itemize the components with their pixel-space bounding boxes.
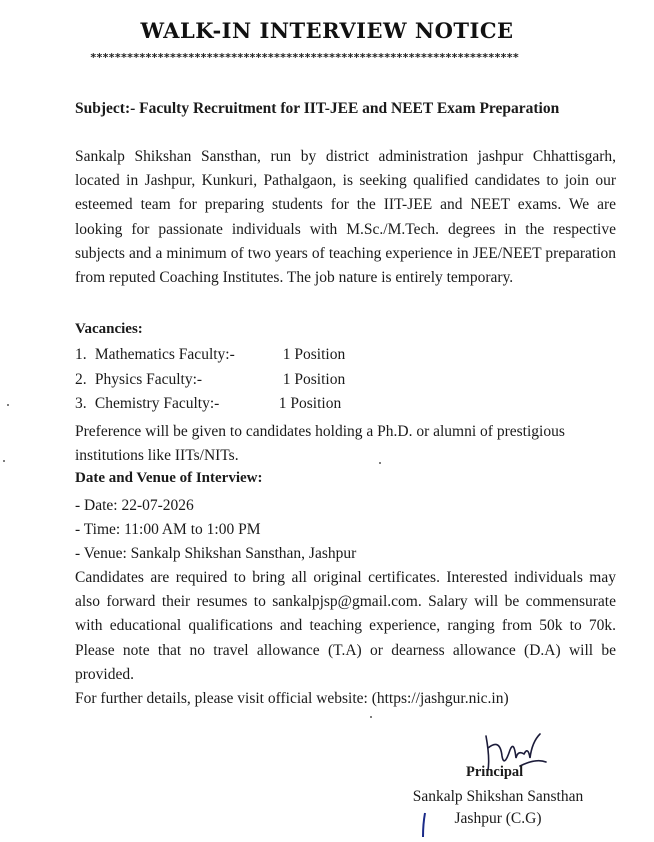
scan-speck [7, 404, 9, 406]
interview-date: - Date: 22-07-2026 [75, 497, 194, 514]
subject-line: Subject:- Faculty Recruitment for IIT-JEE and NEET Exam Preparation [75, 100, 560, 117]
interview-venue: - Venue: Sankalp Shikshan Sansthan, Jashpur [75, 545, 357, 563]
vacancy-positions: 1 Position [282, 370, 346, 388]
interview-details-list [75, 494, 356, 567]
scan-speck [3, 460, 5, 462]
instructions-paragraph: Candidates are required to bring all original certificates. Interested individuals may also forward their resumes to sankalpjsp@gmail.com. Salary will be commensurate with educational qualifications and teaching experience, ranging from 50k to 70k. Please note that no travel allowance (T.A) or dearness allowance (D.A) will be provided. [75, 569, 616, 683]
scan-speck [379, 462, 381, 464]
website-line: For further details, please visit official website: (https://jashgur.nic.in) [75, 690, 509, 707]
intro-paragraph: Sankalp Shikshan Sansthan, run by district administration jashpur Chhattisgarh, located in Jashpur, Kunkuri, Pathalgaon, is seeking qualified candidates to join our esteemed team for preparing students for the IIT-JEE and NEET exams. We are looking for passionate individuals with M.Sc./M.Tech. degrees in the respective subjects and a minimum of two years of teaching experience in JEE/NEET preparation from reputed Coaching Institutes. The job nature is entirely temporary. [75, 148, 616, 287]
vacancy-item [75, 368, 345, 393]
vacancy-item [75, 343, 345, 368]
interview-time: - Time: 11:00 AM to 1:00 PM [75, 521, 261, 539]
vacancy-number: 2. [75, 370, 87, 388]
notice-title: WALK-IN INTERVIEW NOTICE [140, 18, 514, 43]
vacancy-positions: 1 Position [278, 395, 342, 412]
star-divider: ********************************************************************** [90, 51, 519, 64]
vacancy-positions: 1 Position [282, 346, 346, 363]
preference-paragraph: Preference will be given to candidates holding a Ph.D. or alumni of prestigious institutions like IITs/NITs. [75, 423, 565, 465]
scan-speck [370, 716, 372, 718]
signatory-block [402, 786, 594, 830]
vacancies-list [75, 343, 345, 417]
signatory-designation: Principal [466, 764, 524, 780]
vacancy-role: Physics Faculty:- [94, 370, 203, 388]
vacancy-number: 1. [75, 346, 87, 363]
signatory-location: Jashpur (C.G) [454, 810, 542, 827]
interview-heading: Date and Venue of Interview: [75, 470, 263, 486]
vacancies-heading: Vacancies: [75, 321, 143, 337]
signatory-organization: Sankalp Shikshan Sansthan [412, 788, 584, 805]
vacancy-item [75, 392, 345, 417]
vacancy-role: Chemistry Faculty:- [94, 395, 220, 412]
pen-stroke [420, 812, 428, 838]
vacancy-number: 3. [75, 395, 87, 412]
vacancy-role: Mathematics Faculty:- [94, 346, 235, 363]
